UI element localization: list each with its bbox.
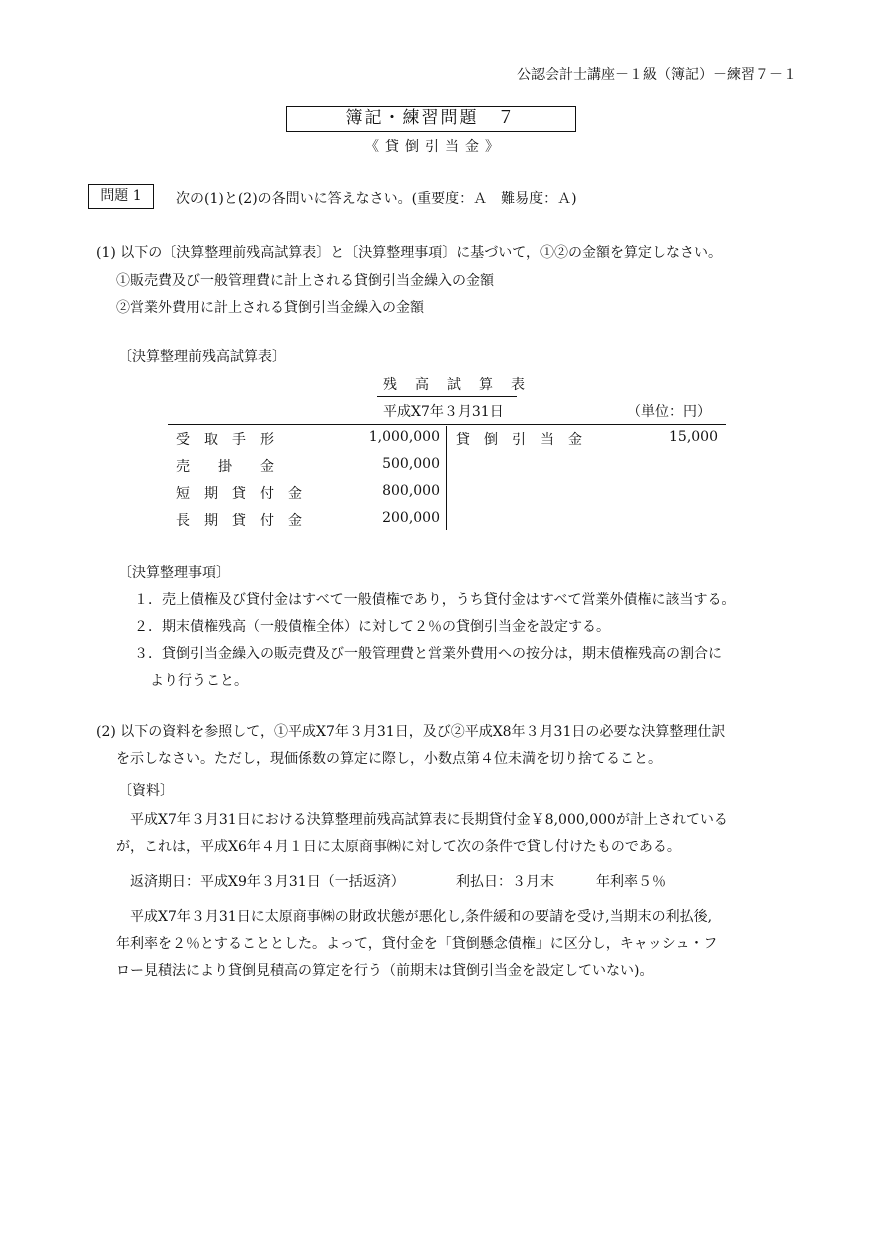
question-intro: 次の(1)と(2)の各問いに答えなさい。(重要度：Ａ 難易度：Ａ)	[176, 191, 577, 207]
part2-instruction-cont: を示しなさい。ただし，現価係数の算定に際し，小数点第４位未満を切り捨てること。	[116, 751, 662, 767]
material-paragraph-2-cont: 年利率を２％とすることとした。よって，貸付金を「貸倒懸念債権」に区分し，キャッシュ・フ	[116, 936, 718, 952]
debit-account: 売 掛 金	[176, 459, 274, 475]
debit-account: 短 期 貸 付 金	[176, 486, 302, 502]
adjustment-item-1: １．売上債権及び貸付金はすべて一般債権であり，うち貸付金はすべて営業外債権に該当する。	[134, 592, 736, 608]
debit-amount: 500,000	[382, 456, 440, 472]
loan-interest-rate: 年利率５％	[596, 874, 666, 890]
adjustment-item-3: ３．貸倒引当金繰入の販売費及び一般管理費と営業外費用への按分は，期末債権残高の割合に	[134, 646, 722, 662]
document-reference: 公認会計士講座－１級（簿記）－練習７－１	[517, 67, 797, 83]
debit-account: 受 取 手 形	[176, 432, 274, 448]
trial-balance-center-rule	[446, 426, 447, 530]
material-heading: 〔資料〕	[118, 783, 174, 799]
debit-account: 長 期 貸 付 金	[176, 513, 302, 529]
trial-balance-title: 残 高 試 算 表	[383, 377, 527, 393]
adjustment-item-3-cont: より行うこと。	[150, 673, 248, 689]
loan-interest-date: 利払日：３月末	[456, 874, 554, 890]
credit-account: 貸 倒 引 当 金	[456, 432, 582, 448]
material-paragraph-2-end: ロー見積法により貸倒見積高の算定を行う（前期末は貸倒引当金を設定していない)。	[116, 963, 654, 979]
page-title: 簿記・練習問題 ７	[286, 106, 576, 132]
material-paragraph-1: 平成X7年３月31日における決算整理前残高試算表に長期貸付金￥8,000,000が計上されている	[130, 812, 728, 828]
trial-balance-heading: 〔決算整理前残高試算表〕	[118, 349, 286, 365]
loan-due-date: 返済期日：平成X9年３月31日（一括返済）	[130, 874, 405, 890]
adjustment-item-2: ２．期末債権残高（一般債権全体）に対して２％の貸倒引当金を設定する。	[134, 619, 610, 635]
debit-amount: 200,000	[382, 510, 440, 526]
trial-balance-top-rule	[168, 424, 726, 425]
trial-balance-date: 平成X7年３月31日	[383, 404, 504, 420]
material-paragraph-1-cont: が，これは，平成X6年４月１日に太原商事㈱に対して次の条件で貸し付けたものである。	[116, 839, 681, 855]
debit-amount: 800,000	[382, 483, 440, 499]
adjustments-heading: 〔決算整理事項〕	[118, 565, 230, 581]
part1-item1: ①販売費及び一般管理費に計上される貸倒引当金繰入の金額	[116, 273, 494, 289]
credit-amount: 15,000	[669, 429, 718, 445]
page-subtitle: 《貸倒引当金》	[365, 139, 505, 155]
part1-item2: ②営業外費用に計上される貸倒引当金繰入の金額	[116, 300, 424, 316]
trial-balance-title-underline	[377, 396, 517, 397]
trial-balance-unit: （単位：円）	[627, 404, 711, 420]
part1-instruction: (1) 以下の〔決算整理前残高試算表〕と〔決算整理事項〕に基づいて，①②の金額を算定しなさい。	[96, 245, 722, 261]
material-paragraph-2: 平成X7年３月31日に太原商事㈱の財政状態が悪化し,条件緩和の要請を受け,当期末の利払後,	[130, 909, 713, 925]
part2-instruction: (2) 以下の資料を参照して，①平成X7年３月31日，及び②平成X8年３月31日の必要な決算整理仕訳	[96, 724, 726, 740]
debit-amount: 1,000,000	[368, 429, 440, 445]
question-label: 問題 1	[88, 184, 154, 209]
